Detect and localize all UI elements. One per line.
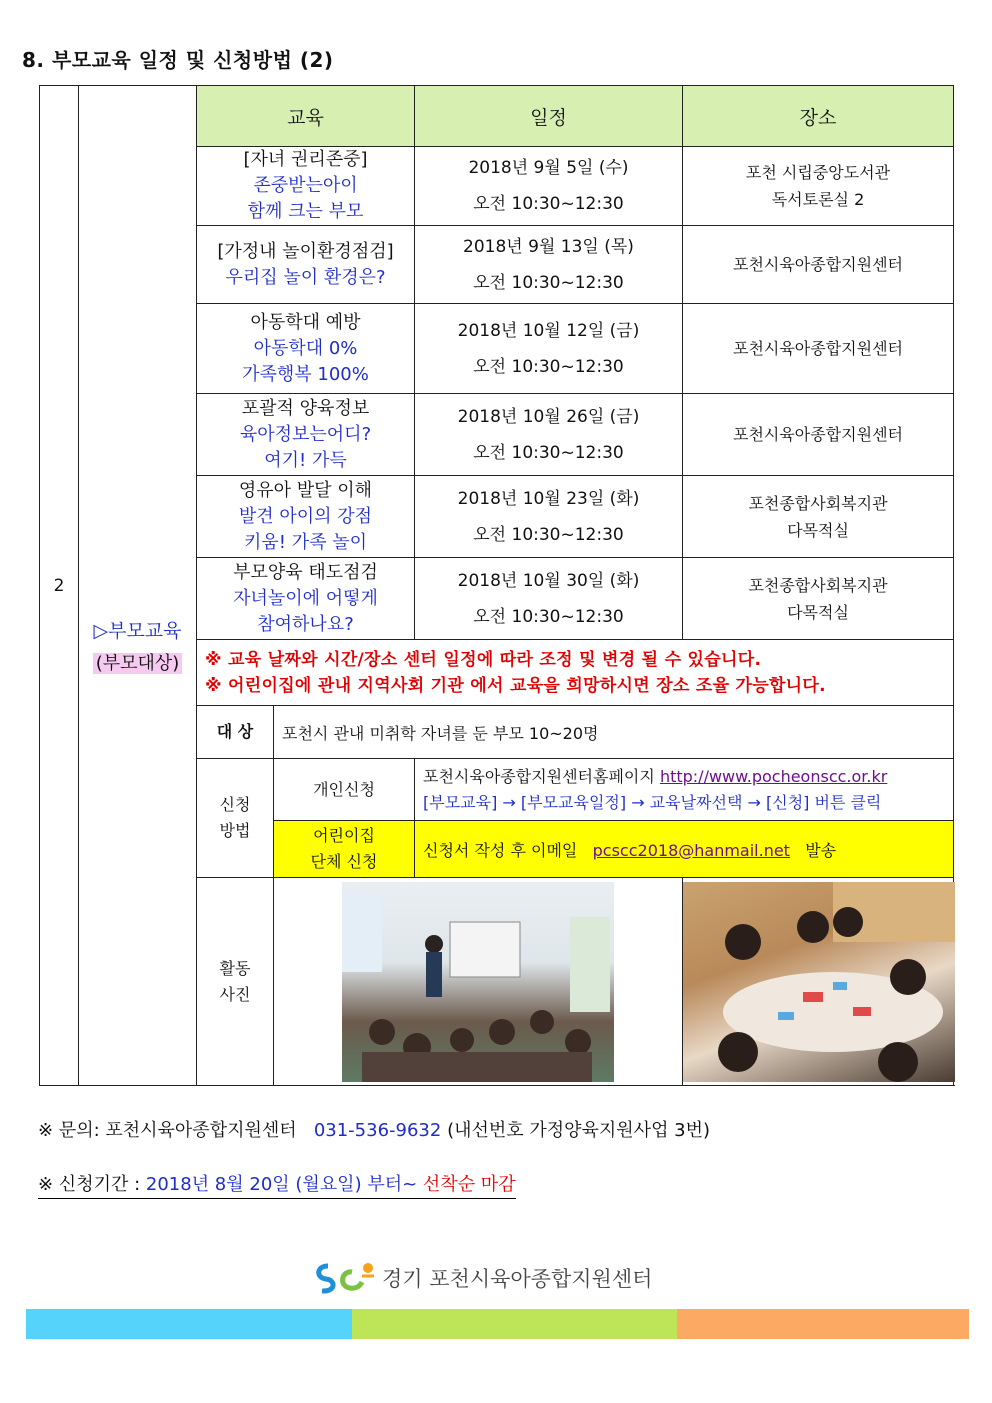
homepage-link[interactable]: http://www.pocheonscc.or.kr [659,766,888,786]
edu-place: 포천 시립중앙도서관 [745,163,891,182]
notice-2: ※ 어린이집에 관내 지역사회 기관 에서 교육을 희망하시면 장소 조율 가능합니다. [205,675,826,696]
apply-label [197,759,274,878]
row-number: 2 [40,86,79,1086]
activity-photo-workshop [683,882,955,1082]
edu-title: 아동학대 예방 [250,311,361,333]
activity-photo-lecture [342,882,614,1082]
personal-apply-info [415,759,954,821]
edu-time: 오전 10:30~12:30 [473,272,624,293]
apply-label-line2: 방법 [219,821,251,840]
edu-subtitle: 가족행복 100% [242,363,369,385]
edu-subtitle: 함께 크는 부모 [247,201,364,222]
page-title: 8. 부모교육 일정 및 신청방법 (2) [22,48,334,72]
category-line1: ▷부모교육 [93,620,182,642]
email-link[interactable]: pcscc2018@hanmail.net [592,840,790,860]
edu-title: [가정내 놀이환경점검] [217,240,394,262]
footer-bar-orange [677,1309,969,1339]
target-value: 포천시 관내 미취학 자녀를 둔 부모 10~20명 [274,706,954,759]
header-place: 장소 [683,86,954,147]
inquiry-extension: (내선번호 가정양육지원사업 3번) [447,1120,711,1141]
edu-time: 오전 10:30~12:30 [473,194,624,214]
edu-room: 다목적실 [787,602,849,622]
inquiry-line [38,1116,710,1142]
notice-cell [197,640,954,706]
apply-label-line1: 신청 [219,795,251,814]
footer-bar-blue [26,1309,352,1339]
group-apply-label [274,821,415,878]
edu-subtitle: 존중받는아이 [253,175,358,196]
edu-place: 포천종합사회복지관 [748,575,888,595]
footer-bar-green [352,1309,677,1339]
group-apply-send: 발송 [805,840,837,860]
edu-room: 다목적실 [787,520,849,540]
category-cell [79,86,197,1086]
header-date: 일정 [415,86,683,147]
homepage-label: 포천시육아종합지원센터홈페이지 [423,766,655,786]
edu-time: 오전 10:30~12:30 [473,442,624,463]
edu-title: [자녀 권리존중] [243,149,368,170]
photos-label-line2: 사진 [219,984,251,1004]
edu-date: 2018년 9월 5일 (수) [468,158,629,178]
schedule-table [39,85,954,1086]
edu-room: 독서토론실 2 [771,190,865,209]
apply-steps: [부모교육] → [부모교육일정] → 교육날짜선택 → [신청] 버튼 클릭 [423,792,882,812]
edu-time: 오전 10:30~12:30 [473,356,624,377]
edu-date: 2018년 10월 30일 (화) [457,570,640,591]
edu-subtitle: 발견 아이의 강점 [238,505,373,527]
edu-subtitle: 여기! 가득 [264,449,347,471]
photos-label-line1: 활동 [219,958,251,978]
group-apply-text: 신청서 작성 후 이메일 [423,840,578,860]
edu-subtitle: 자녀놀이에 어떻게 [233,587,378,609]
edu-subtitle: 우리집 놀이 환경은? [225,266,386,288]
target-label: 대 상 [197,706,274,759]
inquiry-phone: 031-536-9632 [313,1120,442,1141]
personal-apply-label: 개인신청 [274,759,415,821]
edu-date: 2018년 9월 13일 (목) [463,236,634,257]
notice-1: ※ 교육 날짜와 시간/장소 센터 일정에 따라 조정 및 변경 될 수 있습니다. [205,649,762,670]
period-line [38,1170,516,1199]
edu-subtitle: 키움! 가족 놀이 [244,531,367,553]
period-label: ※ 신청기간 : [38,1174,141,1195]
period-end: 선착순 마감 [422,1174,516,1195]
edu-subtitle: 육아정보는어디? [239,423,372,445]
edu-title: 부모양육 태도점검 [233,561,378,583]
photo-cell-1 [274,878,683,1086]
inquiry-label: ※ 문의: 포천시육아종합지원센터 [38,1120,297,1141]
group-apply-info [415,821,954,878]
category-line2: (부모대상) [93,653,183,674]
edu-date: 2018년 10월 23일 (화) [457,488,640,509]
header-edu: 교육 [197,86,415,147]
center-name: 경기 포천시육아종합지원센터 [382,1267,653,1291]
group-apply-label-line2: 단체 신청 [310,852,378,871]
photo-cell-2 [683,878,954,1086]
edu-title: 포괄적 양육정보 [241,397,370,419]
edu-place: 포천시육아종합지원센터 [732,255,904,274]
edu-subtitle: 아동학대 0% [253,337,358,359]
edu-title: 영유아 발달 이해 [238,479,373,501]
edu-subtitle: 참여하나요? [257,613,354,635]
edu-date: 2018년 10월 12일 (금) [457,320,640,341]
group-apply-label-line1: 어린이집 [313,826,375,845]
center-logo-icon [314,1258,380,1298]
edu-date: 2018년 10월 26일 (금) [457,406,640,427]
photos-label [197,878,274,1086]
edu-time: 오전 10:30~12:30 [473,606,624,627]
footer-logo [314,1258,652,1298]
edu-place: 포천종합사회복지관 [748,493,888,513]
edu-place: 포천시육아종합지원센터 [732,339,904,358]
edu-time: 오전 10:30~12:30 [473,524,624,545]
period-dates: 2018년 8월 20일 (월요일) 부터~ [145,1174,418,1195]
edu-place: 포천시육아종합지원센터 [732,425,904,444]
